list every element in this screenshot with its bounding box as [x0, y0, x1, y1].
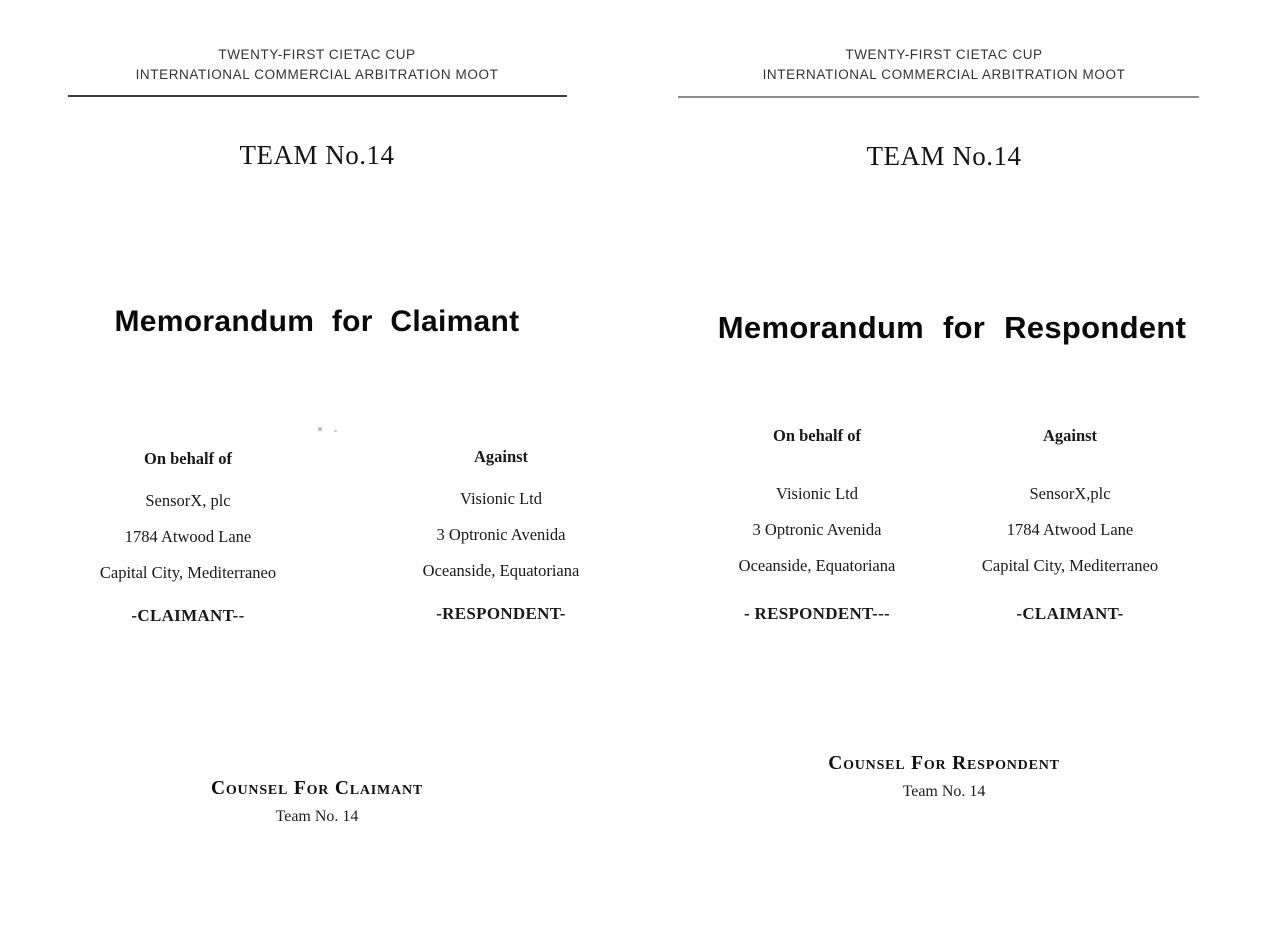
party-heading: On behalf of — [772, 426, 861, 445]
party-address-line: 1784 Atwood Lane — [1006, 520, 1134, 539]
counsel-block — [627, 753, 1261, 801]
party-name: SensorX, plc — [145, 491, 231, 510]
page-memorandum-claimant — [0, 0, 634, 952]
moot-header — [0, 45, 634, 85]
party-on-behalf — [682, 425, 952, 625]
party-name: Visionic Ltd — [776, 484, 858, 503]
header-divider — [68, 95, 567, 97]
moot-header-line1: TWENTY-FIRST CIETAC CUP — [845, 47, 1043, 62]
counsel-title: Counsel For Claimant — [210, 778, 424, 799]
page-memorandum-respondent — [635, 0, 1269, 952]
header-divider — [678, 96, 1199, 98]
party-against — [935, 425, 1205, 625]
party-name: SensorX,plc — [1029, 484, 1111, 503]
party-role-label: -CLAIMANT- — [1016, 604, 1124, 623]
party-role-label: - RESPONDENT--- — [743, 604, 891, 623]
party-role-label: -CLAIMANT-- — [131, 606, 245, 625]
counsel-team-number: Team No. 14 — [902, 783, 986, 800]
moot-header-line2: INTERNATIONAL COMMERCIAL ARBITRATION MOOT — [762, 67, 1126, 82]
party-address-line: Oceanside, Equatoriana — [738, 556, 896, 575]
party-name: Visionic Ltd — [460, 489, 542, 508]
page-title: Memorandum for Claimant — [114, 305, 520, 339]
party-on-behalf — [53, 448, 323, 627]
team-number: TEAM No.14 — [866, 141, 1022, 171]
counsel-block — [0, 778, 634, 826]
counsel-title: Counsel For Respondent — [828, 753, 1060, 774]
party-role-label: -RESPONDENT- — [436, 604, 566, 623]
party-address-line: Oceanside, Equatoriana — [422, 561, 580, 580]
party-address-line: 1784 Atwood Lane — [124, 527, 252, 546]
team-number: TEAM No.14 — [239, 140, 395, 170]
counsel-team-number: Team No. 14 — [275, 808, 359, 825]
party-against — [371, 446, 631, 625]
party-heading: On behalf of — [143, 449, 232, 468]
party-address-line: 3 Optronic Avenida — [752, 520, 882, 539]
page-title: Memorandum for Respondent — [717, 309, 1187, 345]
party-heading: Against — [1042, 426, 1098, 445]
scan-artifact — [318, 426, 342, 434]
moot-header-line1: TWENTY-FIRST CIETAC CUP — [218, 47, 416, 62]
party-address-line: 3 Optronic Avenida — [436, 525, 566, 544]
moot-header-line2: INTERNATIONAL COMMERCIAL ARBITRATION MOOT — [135, 67, 499, 82]
party-heading: Against — [473, 447, 529, 466]
moot-header — [627, 45, 1261, 85]
party-address-line: Capital City, Mediterraneo — [981, 556, 1159, 575]
party-address-line: Capital City, Mediterraneo — [99, 563, 277, 582]
